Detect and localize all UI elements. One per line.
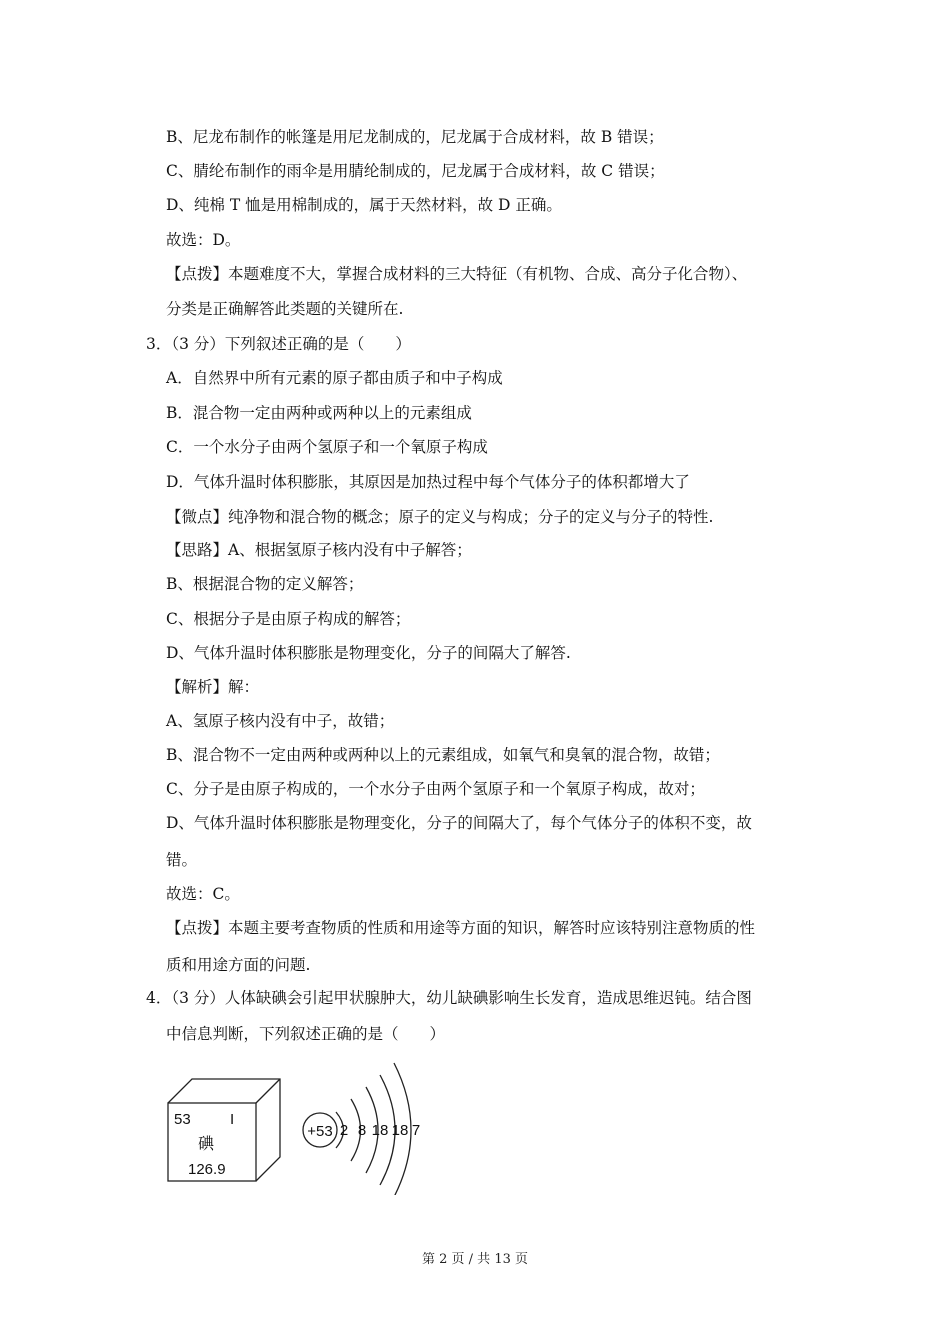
element-symbol: I	[230, 1111, 235, 1128]
text-line: C、分子是由原子构成的，一个水分子由两个氢原子和一个氧原子构成，故对；	[166, 780, 705, 798]
option-a: A．自然界中所有元素的原子都由质子和中子构成	[166, 369, 503, 387]
shell-electrons: 8	[357, 1122, 367, 1139]
shell-electrons: 18	[371, 1122, 389, 1139]
text-line: B、混合物不一定由两种或两种以上的元素组成，如氧气和臭氧的混合物，故错；	[166, 746, 720, 764]
text-line: 故选：D。	[166, 231, 241, 249]
text-line: 【思路】A、根据氢原子核内没有中子解答；	[166, 541, 472, 559]
text-line: 【点拨】本题难度不大，掌握合成材料的三大特征（有机物、合成、高分子化合物）、	[166, 265, 748, 283]
nucleus-charge: +53	[307, 1123, 333, 1140]
text-line: 分类是正确解答此类题的关键所在.	[166, 300, 404, 318]
element-name: 碘	[198, 1136, 215, 1153]
atomic-number: 53	[174, 1111, 191, 1128]
text-line: D、气体升温时体积膨胀是物理变化，分子的间隔大了解答.	[166, 644, 571, 662]
shell-electrons: 7	[411, 1122, 421, 1139]
text-line: D、气体升温时体积膨胀是物理变化，分子的间隔大了，每个气体分子的体积不变，故	[166, 814, 752, 832]
text-line: B、根据混合物的定义解答；	[166, 575, 364, 593]
text-line: 故选：C。	[166, 885, 240, 903]
iodine-figure	[160, 1055, 430, 1195]
page-footer: 第 2 页 / 共 13 页	[422, 1252, 528, 1267]
text-line: 中信息判断，下列叙述正确的是（ ）	[166, 1025, 446, 1043]
text-line: 质和用途方面的问题.	[166, 956, 311, 974]
question-3: 3．（3 分）下列叙述正确的是（ ）	[146, 335, 411, 353]
option-d: D．气体升温时体积膨胀，其原因是加热过程中每个气体分子的体积都增大了	[166, 473, 690, 491]
text-line: C、腈纶布制作的雨伞是用腈纶制成的，尼龙属于合成材料，故 C 错误；	[166, 162, 665, 180]
text-line: C、根据分子是由原子构成的解答；	[166, 610, 411, 628]
text-line: D、纯棉 T 恤是用棉制成的，属于天然材料，故 D 正确。	[166, 196, 562, 214]
shell-electrons: 18	[391, 1122, 409, 1139]
text-line: 【点拨】本题主要考查物质的性质和用途等方面的知识，解答时应该特别注意物质的性	[166, 919, 756, 937]
shell-electrons: 2	[339, 1122, 349, 1139]
text-line: A、氢原子核内没有中子，故错；	[166, 712, 395, 730]
text-line: 【解析】解：	[166, 678, 260, 696]
text-line: 错。	[166, 851, 198, 869]
option-c: C．一个水分子由两个氢原子和一个氧原子构成	[166, 438, 488, 456]
option-b: B．混合物一定由两种或两种以上的元素组成	[166, 404, 472, 422]
question-4: 4．（3 分）人体缺碘会引起甲状腺肿大，幼儿缺碘影响生长发育，造成思维迟钝。结合图	[146, 989, 752, 1007]
text-line: B、尼龙布制作的帐篷是用尼龙制成的，尼龙属于合成材料，故 B 错误；	[166, 128, 664, 146]
text-line: 【微点】纯净物和混合物的概念；原子的定义与构成；分子的定义与分子的特性.	[166, 508, 714, 526]
atomic-mass: 126.9	[188, 1161, 226, 1178]
